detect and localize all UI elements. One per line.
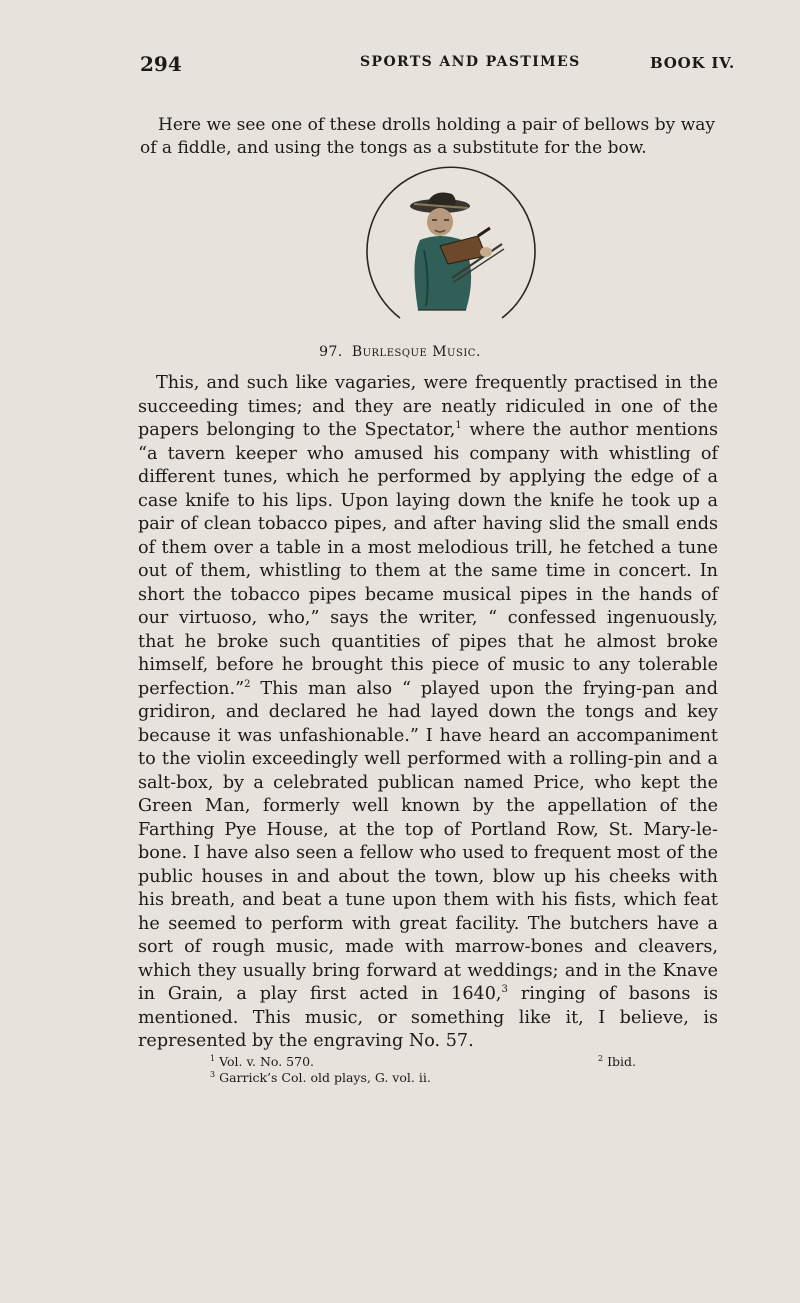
figure-number: 97. — [319, 344, 343, 360]
footnote-1-text: Vol. v. No. 570. — [219, 1054, 314, 1070]
illustration-icon — [340, 160, 560, 340]
footnote-1-mark: 1 — [210, 1054, 216, 1063]
burlesque-music-illustration — [340, 160, 560, 340]
page-number: 294 — [140, 52, 182, 76]
intro-paragraph: Here we see one of these drolls holding a pair of bellows by way of a fiddle, and using the tongs as a substitute for the bow. — [140, 115, 715, 158]
footnote-3-text: Garrick’s Col. old plays, G. vol. ii. — [219, 1070, 431, 1086]
main-paragraph — [138, 372, 718, 1054]
page-header — [0, 52, 800, 92]
footnote-ref-1: 1 — [455, 420, 462, 432]
footnote-3-mark: 3 — [210, 1070, 216, 1079]
main-text-part-2: where the author mentions “a tavern keeper who amused his company with whistling of different tunes, which he performed by applying the edge of a case knife to his lips. Upon laying down the knife he took up a pair of clean tobacco pipes, and after having slid the small ends of them over a table in a most melodious trill, he fetched a tune out of them, whistling to them at the same time in concert. In short the tobacco pipes became musical pipes in the hands of our virtuoso, who,” says the writer, “ confessed ingenuously, that he broke such quantities of pipes that he almost broke himself, before he brought this piece of music to any tolerable perfection.” — [138, 420, 718, 699]
footnotes — [210, 1051, 680, 1086]
footnote-2-text: Ibid. — [607, 1054, 637, 1070]
footnote-3 — [210, 1070, 431, 1085]
figure-title: Burlesque Music. — [351, 344, 481, 360]
running-title: SPORTS AND PASTIMES — [360, 54, 581, 70]
footnote-ref-2: 2 — [244, 678, 251, 690]
footnote-ref-3: 3 — [501, 984, 508, 996]
main-text-part-1: This, and such like vagaries, were frequently practised in the succeeding times; and they are neatly ridiculed in one of the papers belonging to the Spectator, — [138, 373, 718, 440]
figure-caption — [0, 344, 800, 360]
main-text-part-3: This man also “ played upon the frying-pan and gridiron, and declared he had layed down the tongs and key because it was unfashionable.” I have heard an accompaniment to the violin exceedingly well performed with a rolling-pin and a salt-box, by a celebrated publican named Price, who kept the Green Man, formerly well known by the appellation of the Farthing Pye House, at the top of Portland Row, St. Mary-le-bone. I have also seen a fellow who used to frequent most of the public houses in and about the town, blow up his cheeks with his breath, and beat a tune upon them with his fists, which feat he seemed to perform with great facility. The butchers have a sort of rough music, made with marrow-bones and cleavers, which they usually bring forward at weddings; and in the Knave in Grain, a play first acted in 1640, — [138, 678, 718, 1004]
book-number: BOOK IV. — [650, 54, 736, 72]
footnote-row — [210, 1051, 680, 1070]
main-text-part-4: ringing of basons is mentioned. This music, or something like it, I believe, is represented by the engraving No. 57. — [138, 984, 718, 1051]
footnote-row — [210, 1067, 680, 1086]
footnote-2-mark: 2 — [598, 1054, 604, 1063]
